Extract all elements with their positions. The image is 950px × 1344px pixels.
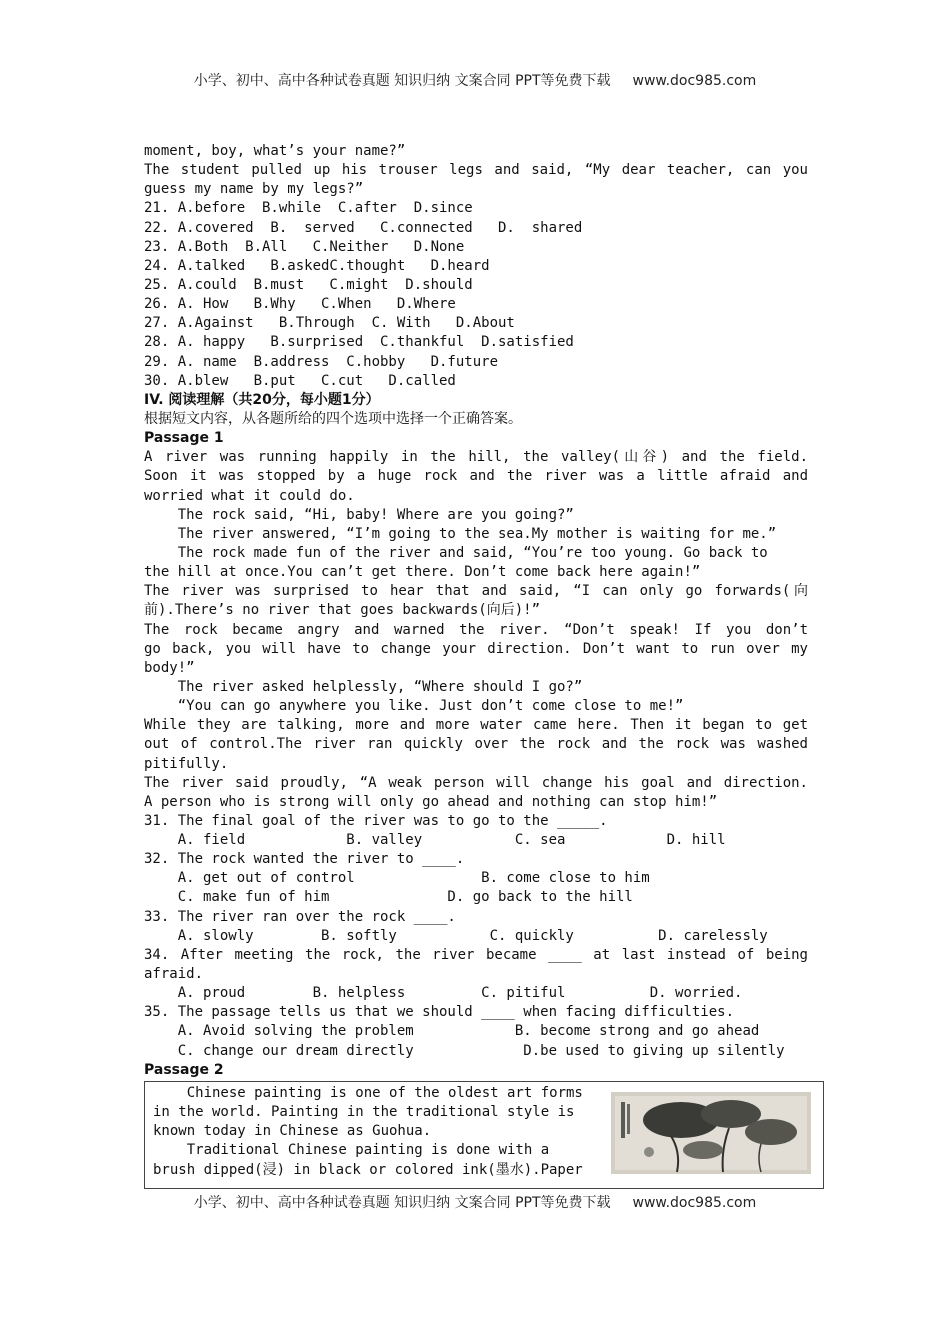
- passage-line: body!”: [144, 659, 195, 676]
- passage-1-label: Passage 1: [144, 430, 224, 447]
- question-options: 21. A.before B.while C.after D.since: [144, 200, 473, 217]
- question-options: 26. A. How B.Why C.When D.Where: [144, 296, 456, 313]
- question-stem: 34. After meeting the rock, the river became ____ at last instead of being: [144, 946, 808, 963]
- passage-line: 前).There’s no river that goes backwards(向后)!”: [144, 602, 541, 619]
- question-options: A. proud B. helpless C. pitiful D. worried.: [144, 985, 743, 1002]
- header-text: 小学、初中、高中各种试卷真题 知识归纳 文案合同 PPT等免费下载: [193, 73, 611, 89]
- passage-line: The rock became angry and warned the river. “Don’t speak! If you don’t: [144, 621, 808, 638]
- page-footer: [0, 1192, 950, 1212]
- text-line: guess my name by my legs?”: [144, 181, 364, 198]
- passage-line: The rock made fun of the river and said, “You’re too young. Go back to: [144, 544, 768, 561]
- question-options: 27. A.Against B.Through C. With D.About: [144, 315, 515, 332]
- chinese-painting-image: [611, 1092, 811, 1174]
- passage-line: in the world. Painting in the traditional style is: [153, 1104, 575, 1121]
- header-site: www.doc985.com: [632, 73, 757, 89]
- passage-2-label: Passage 2: [144, 1061, 224, 1078]
- text-line: The student pulled up his trouser legs and said, “My dear teacher, can you: [144, 162, 808, 179]
- passage-line: While they are talking, more and more water came here. Then it began to get: [144, 717, 808, 734]
- question-stem: 33. The river ran over the rock ____.: [144, 908, 456, 925]
- passage-line: Soon it was stopped by a huge rock and the river was a little afraid and: [144, 468, 808, 485]
- passage-2-box: [144, 1081, 824, 1189]
- passage-line: pitifully.: [144, 755, 229, 772]
- passage-line: A person who is strong will only go ahead and nothing can stop him!”: [144, 793, 718, 810]
- passage-line: The rock said, “Hi, baby! Where are you going?”: [144, 506, 574, 523]
- passage-line: The river was surprised to hear that and said, “I can only go forwards(向: [144, 583, 808, 600]
- passage-line: “You can go anywhere you like. Just don’t come close to me!”: [144, 698, 684, 715]
- passage-2-text: [153, 1084, 583, 1180]
- passage-line: The river answered, “I’m going to the sea.My mother is waiting for me.”: [144, 525, 777, 542]
- passage-line: Chinese painting is one of the oldest art forms: [153, 1085, 583, 1101]
- passage-line: the hill at once.You can’t get there. Don’t come back here again!”: [144, 564, 701, 581]
- question-stem: afraid.: [144, 966, 204, 983]
- footer-site: www.doc985.com: [632, 1195, 757, 1211]
- question-options: 22. A.covered B. served C.connected D. shared: [144, 219, 583, 236]
- question-options: A. get out of control B. come close to him: [144, 870, 650, 887]
- passage-line: The river asked helplessly, “Where should I go?”: [144, 678, 583, 695]
- question-options: C. change our dream directly D.be used to giving up silently: [144, 1042, 785, 1059]
- question-stem: 32. The rock wanted the river to ____.: [144, 851, 465, 868]
- lotus-painting-icon: [611, 1092, 811, 1174]
- question-options: 25. A.could B.must C.might D.should: [144, 276, 473, 293]
- passage-line: A river was running happily in the hill, the valley(山谷) and the field.: [144, 449, 808, 466]
- passage-line: go back, you will have to change your direction. Don’t want to run over my: [144, 640, 808, 657]
- section-title: IV. 阅读理解（共20分，每小题1分）: [144, 391, 380, 408]
- question-stem: 31. The final goal of the river was to go to the _____.: [144, 812, 608, 829]
- question-options: A. Avoid solving the problem B. become strong and go ahead: [144, 1023, 760, 1040]
- document-body: [144, 142, 808, 1080]
- question-options: 28. A. happy B.surprised C.thankful D.satisfied: [144, 334, 574, 351]
- question-options: 29. A. name B.address C.hobby D.future: [144, 353, 499, 370]
- section-instruction: 根据短文内容，从各题所给的四个选项中选择一个正确答案。: [144, 410, 522, 427]
- question-options: 23. A.Both B.All C.Neither D.None: [144, 238, 465, 255]
- question-stem: 35. The passage tells us that we should ____ when facing difficulties.: [144, 1004, 735, 1021]
- passage-line: known today in Chinese as Guohua.: [153, 1123, 432, 1140]
- passage-line: Traditional Chinese painting is done with a: [153, 1142, 550, 1159]
- page-header: [0, 70, 950, 90]
- text-line: moment, boy, what’s your name?”: [144, 143, 406, 159]
- passage-line: out of control.The river ran quickly over the rock and the rock was washed: [144, 736, 808, 753]
- question-options: A. field B. valley C. sea D. hill: [144, 832, 726, 849]
- passage-line: The river said proudly, “A weak person will change his goal and direction.: [144, 774, 808, 791]
- question-options: 24. A.talked B.askedC.thought D.heard: [144, 257, 490, 274]
- footer-text: 小学、初中、高中各种试卷真题 知识归纳 文案合同 PPT等免费下载: [193, 1195, 611, 1211]
- question-options: C. make fun of him D. go back to the hill: [144, 889, 633, 906]
- question-options: A. slowly B. softly C. quickly D. carelessly: [144, 927, 768, 944]
- question-options: 30. A.blew B.put C.cut D.called: [144, 372, 456, 389]
- passage-line: brush dipped(浸) in black or colored ink(墨水).Paper: [153, 1161, 583, 1178]
- passage-line: worried what it could do.: [144, 487, 355, 504]
